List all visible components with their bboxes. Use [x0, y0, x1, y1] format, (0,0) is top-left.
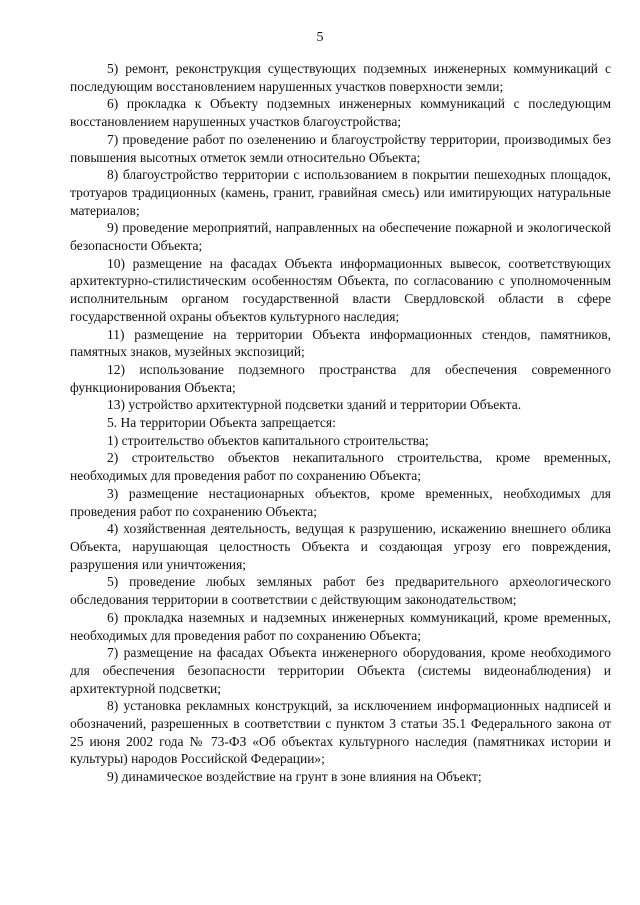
- paragraph-item-5: 5) ремонт, реконструкция существующих подземных инженерных коммуникаций с последующим восстановлением нарушенных участков поверхности земли;: [70, 61, 611, 94]
- prohibited-item-4: 4) хозяйственная деятельность, ведущая к разрушению, искажению внешнего облика Объекта, нарушающая целостность Объекта и создающая угрозу его повреждения, разрушения или уничтожения;: [70, 521, 611, 572]
- paragraph-item-6: 6) прокладка к Объекту подземных инженерных коммуникаций с последующим восстановлением нарушенных участков благоустройства;: [70, 96, 611, 130]
- section-heading-prohibited: 5. На территории Объекта запрещается:: [107, 415, 336, 431]
- paragraph-item-10: 10) размещение на фасадах Объекта информационных вывесок, соответствующих архитектурно-стилистическим особенностям Объекта, по согласованию с уполномоченным исполнительным органом государственной власти Свердловской области в сфере государственной охраны объектов культурного наследия;: [70, 255, 611, 324]
- paragraph-item-13: 13) устройство архитектурной подсветки зданий и территории Объекта.: [107, 397, 522, 413]
- prohibited-item-1: 1) строительство объектов капитального строительства;: [107, 432, 429, 448]
- prohibited-item-5: 5) проведение любых земляных работ без предварительного археологического обследования территории в соответствии с действующим законодательством;: [70, 574, 611, 608]
- paragraph-item-7: 7) проведение работ по озеленению и благоустройству территории, производимых без повышения высотных отметок земли относительно Объекта;: [70, 131, 611, 165]
- paragraph-item-12: 12) использование подземного пространства для обеспечения современного функционирования Объекта;: [70, 361, 611, 395]
- page-number: 5: [316, 30, 324, 45]
- prohibited-item-6: 6) прокладка наземных и надземных инженерных коммуникаций, кроме временных, необходимых для проведения работ по сохранению Объекта;: [70, 609, 611, 643]
- prohibited-item-7: 7) размещение на фасадах Объекта инженерного оборудования, кроме необходимого для обеспечения безопасности территории Объекта (системы видеонаблюдения) и архитектурной подсветки;: [70, 645, 611, 696]
- prohibited-item-2: 2) строительство объектов некапитального строительства, кроме временных, необходимых для проведения работ по сохранению Объекта;: [70, 450, 611, 484]
- prohibited-item-8: 8) установка рекламных конструкций, за исключением информационных надписей и обозначений, разрешенных в соответствии с пунктом 3 статьи 35.1 Федерального закона от 25 июня 2002 года № 73-ФЗ «Об объектах культурного наследия (памятниках истории и культуры) народов Российской Федерации»;: [70, 698, 611, 767]
- document-body: [70, 60, 611, 786]
- prohibited-item-9: 9) динамическое воздействие на грунт в зоне влияния на Объект;: [107, 769, 482, 785]
- paragraph-item-8: 8) благоустройство территории с использованием в покрытии пешеходных площадок, тротуаров традиционных (камень, гранит, гравийная смесь) или имитирующих натуральные материалов;: [70, 167, 611, 218]
- prohibited-item-3: 3) размещение нестационарных объектов, кроме временных, необходимых для проведения работ по сохранению Объекта;: [70, 485, 611, 519]
- paragraph-item-11: 11) размещение на территории Объекта информационных стендов, памятников, памятных знаков, музейных экспозиций;: [70, 326, 611, 360]
- paragraph-item-9: 9) проведение мероприятий, направленных на обеспечение пожарной и экологической безопасности Объекта;: [70, 220, 611, 254]
